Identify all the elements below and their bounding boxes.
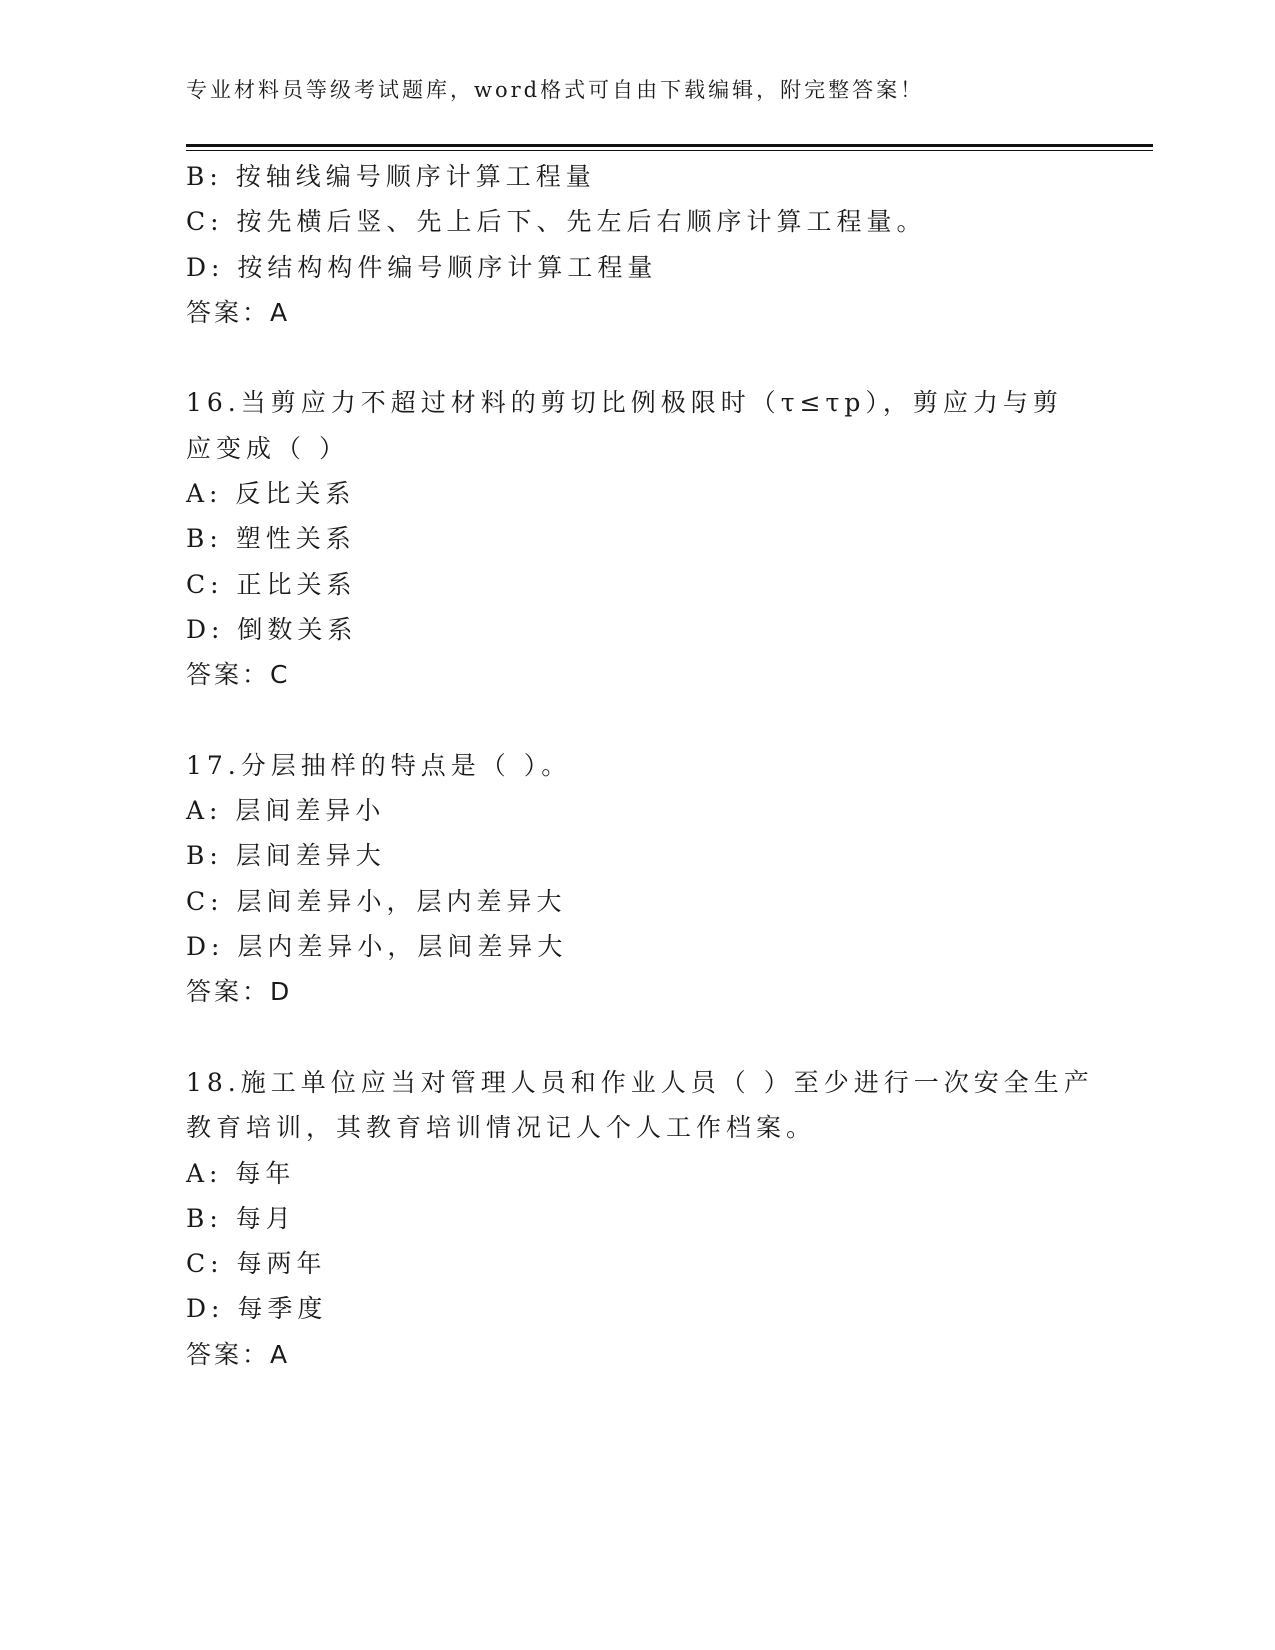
option-d: D: 倒数关系: [186, 614, 358, 644]
option-a: A: 层间差异小: [186, 796, 386, 826]
question-list: [186, 154, 1094, 1377]
question-stem-line-1: 17.分层抽样的特点是（ ）。: [186, 750, 572, 780]
question-18: [186, 1060, 1094, 1377]
option-d: D: 每季度: [186, 1294, 328, 1324]
option-c: C: 正比关系: [186, 569, 357, 599]
answer-line: 答案：A: [186, 1339, 291, 1369]
question-15-continued: [186, 154, 1086, 335]
question-16: [186, 380, 1086, 697]
answer-line: 答案：A: [186, 297, 291, 327]
answer-line: 答案：D: [186, 977, 293, 1007]
option-a: A: 每年: [186, 1158, 296, 1188]
answer-line: 答案：C: [186, 660, 291, 690]
header-divider-thick: [186, 144, 1153, 147]
question-stem-line-2: 应变成（ ）: [186, 433, 349, 463]
option-c: C: 每两年: [186, 1249, 327, 1279]
question-stem-line-1: 18.施工单位应当对管理人员和作业人员（ ）至少进行一次安全生产: [186, 1067, 1094, 1097]
option-d: D: 按结构构件编号顺序计算工程量: [186, 252, 658, 282]
question-stem-line-2: 教育培训，其教育培训情况记人个人工作档案。: [186, 1113, 817, 1143]
option-b: B: 每月: [186, 1203, 296, 1233]
question-stem-line-1: 16.当剪应力不超过材料的剪切比例极限时（τ≤τp），剪应力与剪: [186, 388, 1063, 418]
option-b: B: 塑性关系: [186, 524, 356, 554]
question-spacer: [186, 698, 1086, 743]
option-b: B: 按轴线编号顺序计算工程量: [186, 162, 596, 191]
option-a: A: 反比关系: [186, 479, 356, 509]
option-b: B: 层间差异大: [186, 841, 386, 871]
option-d: D: 层内差异小，层间差异大: [186, 932, 568, 962]
page-header: 专业材料员等级考试题库，word格式可自由下载编辑，附完整答案！: [186, 78, 925, 102]
option-c: C: 按先横后竖、先上后下、先左后右顺序计算工程量。: [186, 207, 927, 237]
question-spacer: [186, 335, 1086, 380]
option-c: C: 层间差异小，层内差异大: [186, 886, 567, 916]
header-divider-thin: [186, 150, 1153, 151]
question-spacer: [186, 1015, 1086, 1060]
question-17: [186, 743, 1086, 1015]
